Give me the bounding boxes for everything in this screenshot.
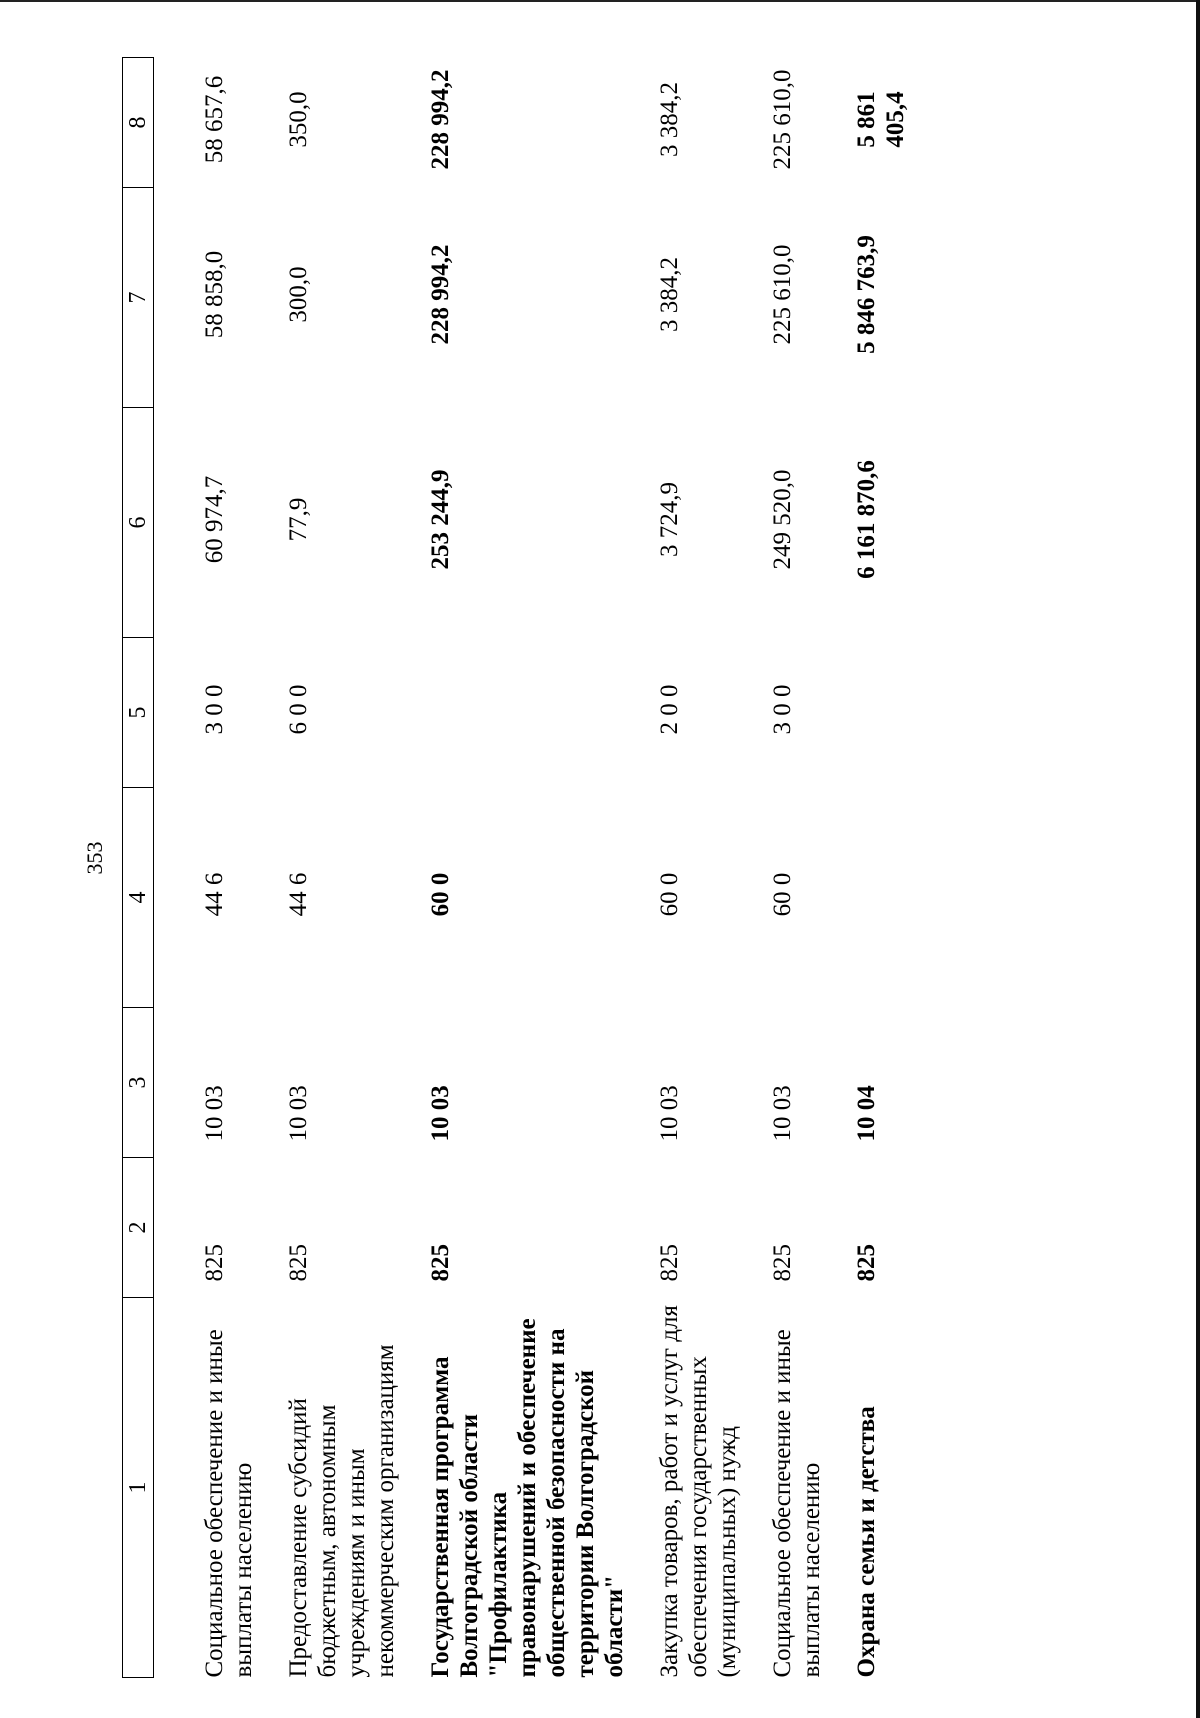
cell-col7: 5 846 763,9 <box>853 235 880 354</box>
cell-col4: 44 6 <box>285 872 312 917</box>
cell-col3: 10 03 <box>656 1085 683 1142</box>
column-header: 4 <box>123 788 154 1008</box>
cell-col5: 2 0 0 <box>656 684 683 735</box>
cell-col6: 253 244,9 <box>427 469 454 570</box>
column-header: 5 <box>123 638 154 788</box>
cell-col3: 10 04 <box>853 1085 880 1142</box>
cell-col5 <box>400 638 629 788</box>
cell-col7: 300,0 <box>285 266 312 323</box>
cell-col4 <box>826 788 910 1008</box>
cell-col8: 228 994,2 <box>427 69 454 170</box>
cell-col3: 10 03 <box>201 1085 228 1142</box>
cell-col8: 5 861 405,4 <box>853 91 909 148</box>
column-header: 8 <box>123 58 154 188</box>
column-header: 1 <box>123 1298 154 1678</box>
budget-table <box>122 57 910 1678</box>
column-header: 6 <box>123 408 154 638</box>
table-header-row <box>123 58 154 1678</box>
cell-col5: 3 0 0 <box>201 684 228 735</box>
cell-col6: 6 161 870,6 <box>853 460 880 579</box>
cell-col8: 58 657,6 <box>201 75 228 164</box>
row-description: Государственная программа Волгоградской области "Профилактика правонарушений и обеспечение общественной безопасности на территории Волгоградской области" <box>427 1318 628 1678</box>
cell-col6: 249 520,0 <box>769 469 796 570</box>
row-description: Социальное обеспечение и иные выплаты населению <box>769 1329 825 1678</box>
row-description: Охрана семьи и детства <box>853 1406 880 1678</box>
cell-col6: 3 724,9 <box>656 482 683 557</box>
cell-col2: 825 <box>427 1244 454 1282</box>
cell-col2: 825 <box>853 1244 880 1282</box>
row-description: Закупка товаров, работ и услуг для обеспечения государственных (муниципальных) нужд <box>656 1305 741 1678</box>
cell-col7: 225 610,0 <box>769 244 796 345</box>
table-row <box>258 58 400 1678</box>
cell-col5: 3 0 0 <box>769 684 796 735</box>
cell-col5: 6 0 0 <box>285 684 312 735</box>
cell-col2: 825 <box>656 1244 683 1282</box>
cell-col4: 60 0 <box>427 872 454 917</box>
cell-col4: 44 6 <box>201 872 228 917</box>
cell-col6: 77,9 <box>285 497 312 542</box>
cell-col2: 825 <box>285 1244 312 1282</box>
table-row <box>400 58 629 1678</box>
cell-col3: 10 03 <box>769 1085 796 1142</box>
cell-col4: 60 0 <box>769 872 796 917</box>
table-row <box>742 58 826 1678</box>
cell-col8: 3 384,2 <box>656 82 683 157</box>
cell-col7: 228 994,2 <box>427 244 454 345</box>
cell-col3: 10 03 <box>427 1085 454 1142</box>
cell-col6: 60 974,7 <box>201 475 228 564</box>
column-header: 2 <box>123 1158 154 1298</box>
row-description: Предоставление субсидий бюджетным, автономным учреждениям и иным некоммерческим организациям <box>285 1344 399 1678</box>
column-header: 3 <box>123 1008 154 1158</box>
cell-col8: 350,0 <box>285 91 312 148</box>
table-row <box>154 58 259 1678</box>
table-row <box>629 58 742 1678</box>
cell-col5 <box>826 638 910 788</box>
page-number: 353 <box>82 841 107 875</box>
cell-col8: 225 610,0 <box>769 69 796 170</box>
table-row <box>826 58 910 1678</box>
cell-col7: 3 384,2 <box>656 257 683 332</box>
cell-col4: 60 0 <box>656 872 683 917</box>
cell-col2: 825 <box>201 1244 228 1282</box>
row-description: Социальное обеспечение и иные выплаты населению <box>201 1329 257 1678</box>
cell-col2: 825 <box>769 1244 796 1282</box>
column-header: 7 <box>123 188 154 408</box>
cell-col7: 58 858,0 <box>201 250 228 339</box>
cell-col3: 10 03 <box>285 1085 312 1142</box>
